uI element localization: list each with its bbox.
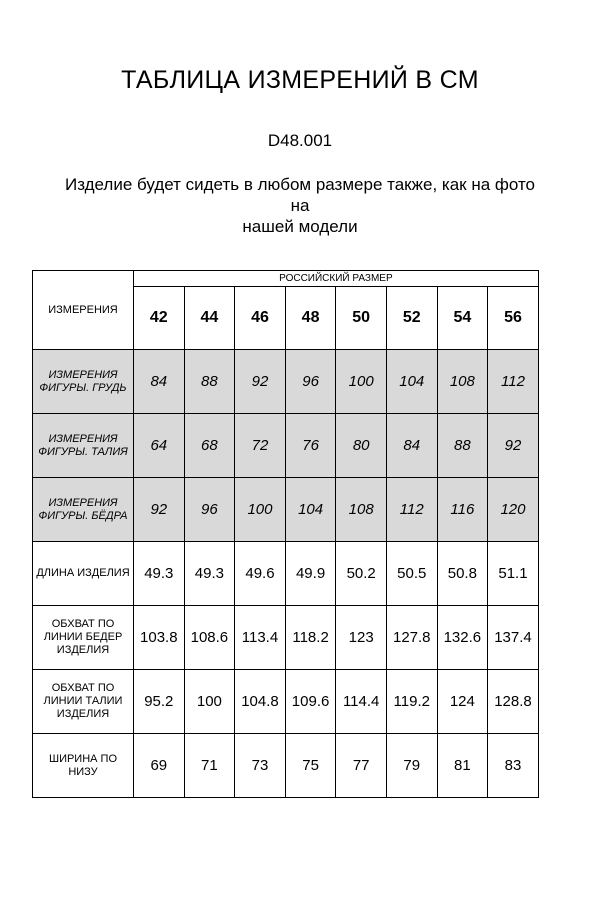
table-cell: 113.4 — [235, 606, 286, 670]
row-label-line: НИЗУ — [68, 765, 98, 778]
fit-note — [60, 174, 540, 237]
row-label-line: ШИРИНА ПО — [48, 752, 118, 765]
table-row — [33, 606, 539, 670]
table-cell: 104 — [386, 350, 437, 414]
row-label-line: ФИГУРЫ. БЁДРА — [38, 509, 128, 522]
article-number: D48.001 — [267, 131, 333, 150]
table-cell: 84 — [386, 414, 437, 478]
table-cell: 120 — [488, 478, 539, 542]
row-label — [33, 350, 134, 414]
size-header: 46 — [235, 287, 286, 350]
size-header: 50 — [336, 287, 387, 350]
table-cell: 92 — [235, 350, 286, 414]
table-cell: 79 — [386, 734, 437, 798]
row-label — [33, 542, 134, 606]
table-cell: 114.4 — [336, 670, 387, 734]
table-cell: 69 — [134, 734, 185, 798]
size-header: 52 — [386, 287, 437, 350]
table-cell: 100 — [184, 670, 235, 734]
table-cell: 49.6 — [235, 542, 286, 606]
table-cell: 50.2 — [336, 542, 387, 606]
table-cell: 50.8 — [437, 542, 488, 606]
table-cell: 137.4 — [488, 606, 539, 670]
row-label — [33, 414, 134, 478]
table-cell: 92 — [134, 478, 185, 542]
page-title: ТАБЛИЦА ИЗМЕРЕНИЙ В СМ — [121, 66, 479, 94]
table-cell: 104.8 — [235, 670, 286, 734]
row-label — [33, 670, 134, 734]
row-label-line: ИЗМЕРЕНИЯ — [48, 368, 118, 381]
table-cell: 73 — [235, 734, 286, 798]
table-cell: 104 — [285, 478, 336, 542]
row-label-line: ДЛИНА ИЗДЕЛИЯ — [36, 567, 130, 579]
size-header: 48 — [285, 287, 336, 350]
table-cell: 108 — [336, 478, 387, 542]
row-label-line: ОБХВАТ ПО — [51, 618, 115, 630]
table-cell: 50.5 — [386, 542, 437, 606]
row-label-line: ЛИНИИ БЕДЕР — [43, 631, 123, 643]
table-cell: 96 — [184, 478, 235, 542]
size-group-header: РОССИЙСКИЙ РАЗМЕР — [134, 271, 539, 287]
table-cell: 127.8 — [386, 606, 437, 670]
table-cell: 123 — [336, 606, 387, 670]
table-cell: 96 — [285, 350, 336, 414]
table-cell: 100 — [235, 478, 286, 542]
corner-label: ИЗМЕРЕНИЯ — [33, 271, 134, 350]
table-cell: 51.1 — [488, 542, 539, 606]
table-cell: 84 — [134, 350, 185, 414]
table-cell: 95.2 — [134, 670, 185, 734]
table-cell: 49.3 — [184, 542, 235, 606]
table-cell: 132.6 — [437, 606, 488, 670]
row-label-line: ИЗМЕРЕНИЯ — [48, 432, 118, 445]
table-cell: 88 — [184, 350, 235, 414]
row-label-line: ЛИНИИ ТАЛИИ — [43, 695, 123, 707]
table-cell: 100 — [336, 350, 387, 414]
table-row — [33, 478, 539, 542]
row-label-line: ФИГУРЫ. ГРУДЬ — [39, 381, 127, 394]
table-cell: 128.8 — [488, 670, 539, 734]
table-cell: 108.6 — [184, 606, 235, 670]
row-label-line: ИЗДЕЛИЯ — [56, 644, 110, 656]
table-cell: 81 — [437, 734, 488, 798]
table-cell: 64 — [134, 414, 185, 478]
table-cell: 49.9 — [285, 542, 336, 606]
size-header: 54 — [437, 287, 488, 350]
row-label — [33, 734, 134, 798]
row-label-line: ФИГУРЫ. ТАЛИЯ — [38, 445, 128, 458]
table-cell: 76 — [285, 414, 336, 478]
row-label — [33, 606, 134, 670]
table-row — [33, 414, 539, 478]
table-cell: 119.2 — [386, 670, 437, 734]
size-header: 42 — [134, 287, 185, 350]
table-row — [33, 542, 539, 606]
table-cell: 109.6 — [285, 670, 336, 734]
table-cell: 112 — [386, 478, 437, 542]
table-cell: 49.3 — [134, 542, 185, 606]
fit-note-line-2: нашей модели — [242, 217, 358, 236]
size-header: 56 — [488, 287, 539, 350]
row-label-line: ИЗМЕРЕНИЯ — [48, 496, 118, 509]
table-cell: 103.8 — [134, 606, 185, 670]
size-header: 44 — [184, 287, 235, 350]
table-row — [33, 350, 539, 414]
row-label — [33, 478, 134, 542]
table-cell: 112 — [488, 350, 539, 414]
table-cell: 118.2 — [285, 606, 336, 670]
table-cell: 88 — [437, 414, 488, 478]
table-row — [33, 734, 539, 798]
table-cell: 71 — [184, 734, 235, 798]
fit-note-line-1: Изделие будет сидеть в любом размере также, как на фото на — [64, 175, 535, 215]
table-cell: 75 — [285, 734, 336, 798]
table-cell: 72 — [235, 414, 286, 478]
table-cell: 108 — [437, 350, 488, 414]
table-cell: 83 — [488, 734, 539, 798]
row-label-line: ИЗДЕЛИЯ — [56, 708, 110, 720]
table-cell: 116 — [437, 478, 488, 542]
row-label-line: ОБХВАТ ПО — [51, 682, 115, 694]
table-cell: 92 — [488, 414, 539, 478]
table-cell: 77 — [336, 734, 387, 798]
table-cell: 68 — [184, 414, 235, 478]
header-row-group — [33, 271, 539, 287]
size-table — [32, 270, 539, 798]
table-cell: 80 — [336, 414, 387, 478]
table-cell: 124 — [437, 670, 488, 734]
table-row — [33, 670, 539, 734]
